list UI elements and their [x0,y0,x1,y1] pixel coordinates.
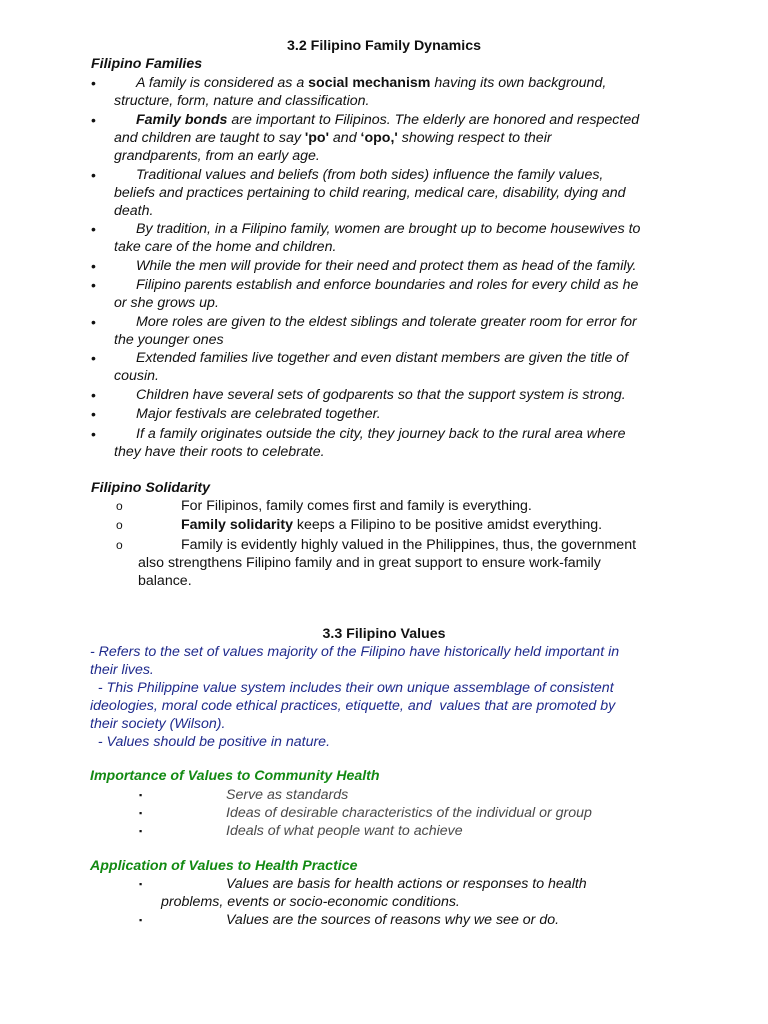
importance-item-3: Ideals of what people want to achieve [226,823,463,839]
family-item-4-line-2: take care of the home and children. [114,239,337,255]
family-item-2-line-1: Family bonds are important to Filipinos. The elderly are honored and respected [136,112,640,128]
square-bullet-marker: ▪ [139,915,143,925]
values-intro-line-3: - This Philippine value system includes their own unique assemblage of consistent [90,680,614,696]
bullet-marker: • [91,426,96,442]
values-intro-line-2: their lives. [90,662,154,678]
solidarity-item-1-line-1: For Filipinos, family comes first and family is everything. [181,498,532,514]
bold-family-solidarity: Family solidarity [181,517,293,533]
family-item-7-line-1: More roles are given to the eldest siblings and tolerate greater room for error for [136,314,637,330]
heading-filipino-solidarity: Filipino Solidarity [91,480,211,496]
family-item-2-line-2: and children are taught to say 'po' and ‘opo,' showing respect to their [114,130,552,146]
section-title-filipino-values: 3.3 Filipino Values [322,626,446,642]
circle-bullet-marker: o [116,538,123,552]
bold-social-mechanism: social mechanism [308,75,431,91]
bullet-marker: • [91,112,96,128]
values-intro-line-5: their society (Wilson). [90,716,226,732]
family-item-10-line-1: Major festivals are celebrated together. [136,406,381,422]
bullet-marker: • [91,350,96,366]
bullet-marker: • [91,277,96,293]
values-intro-line-4: ideologies, moral code ethical practices, etiquette, and values that are promoted by [90,698,616,714]
bullet-marker: • [91,387,96,403]
heading-filipino-families: Filipino Families [91,56,203,72]
family-item-9-line-1: Children have several sets of godparents so that the support system is strong. [136,387,626,403]
importance-item-1: Serve as standards [226,787,349,803]
family-item-7-line-2: the younger ones [114,332,224,348]
family-item-6-line-2: or she grows up. [114,295,219,311]
solidarity-item-3-line-1: Family is evidently highly valued in the Philippines, thus, the government [181,537,637,553]
family-item-8-line-2: cousin. [114,368,159,384]
solidarity-item-3-line-3: balance. [138,573,192,589]
family-item-1-line-2: structure, form, nature and classification. [114,93,370,109]
bullet-marker: • [91,221,96,237]
family-item-4-line-1: By tradition, in a Filipino family, women are brought up to become housewives to [136,221,641,237]
family-item-11-line-1: If a family originates outside the city, they journey back to the rural area where [136,426,626,442]
bullet-marker: • [91,406,96,422]
circle-bullet-marker: o [116,518,123,532]
application-item-1-line-1: Values are basis for health actions or responses to health [226,876,587,892]
square-bullet-marker: ▪ [139,879,143,889]
family-item-6-line-1: Filipino parents establish and enforce boundaries and roles for every child as he [136,277,639,293]
family-item-3-line-2: beliefs and practices pertaining to child rearing, medical care, disability, dying and [114,185,626,201]
application-item-2-line-1: Values are the sources of reasons why we see or do. [226,912,560,928]
circle-bullet-marker: o [116,499,123,513]
heading-importance-of-values: Importance of Values to Community Health [90,768,380,784]
bold-family-bonds: Family bonds [136,112,228,128]
square-bullet-marker: ▪ [139,808,143,818]
family-item-1-line-1: A family is considered as a social mechanism having its own background, [136,75,607,91]
bullet-marker: • [91,75,96,91]
family-item-5-line-1: While the men will provide for their need and protect them as head of the family. [136,258,637,274]
heading-application-of-values: Application of Values to Health Practice [90,858,358,874]
square-bullet-marker: ▪ [139,826,143,836]
family-item-11-line-2: they have their roots to celebrate. [114,444,325,460]
bold-po: 'po' [304,130,329,146]
family-item-3-line-3: death. [114,203,154,219]
family-item-3-line-1: Traditional values and beliefs (from both sides) influence the family values, [136,167,604,183]
solidarity-item-2-line-1: Family solidarity keeps a Filipino to be positive amidst everything. [181,517,603,533]
family-item-2-line-3: grandparents, from an early age. [114,148,320,164]
application-item-1-line-2: problems, events or socio-economic conditions. [161,894,460,910]
bullet-marker: • [91,167,96,183]
values-intro-line-6: - Values should be positive in nature. [90,734,331,750]
family-item-8-line-1: Extended families live together and even distant members are given the title of [136,350,629,366]
importance-item-2: Ideas of desirable characteristics of the individual or group [226,805,592,821]
solidarity-item-3-line-2: also strengthens Filipino family and in great support to ensure work-family [138,555,601,571]
bullet-marker: • [91,258,96,274]
section-title-family-dynamics: 3.2 Filipino Family Dynamics [287,38,481,54]
values-intro-line-1: - Refers to the set of values majority of the Filipino have historically held important in [90,644,620,660]
square-bullet-marker: ▪ [139,790,143,800]
bold-opo: ‘opo,' [360,130,398,146]
bullet-marker: • [91,314,96,330]
